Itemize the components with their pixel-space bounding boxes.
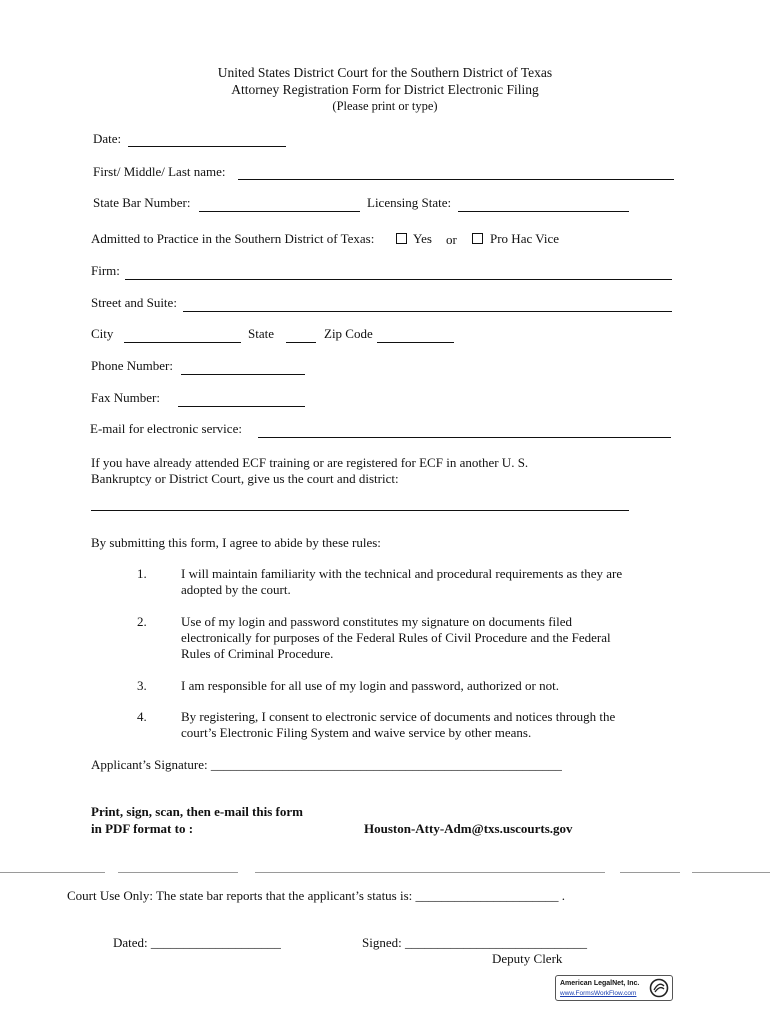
city-field[interactable] — [124, 342, 241, 343]
email-label: E-mail for electronic service: — [90, 421, 242, 436]
firm-field[interactable] — [125, 279, 672, 280]
rule-number: 2. — [137, 614, 147, 629]
street-label: Street and Suite: — [91, 295, 177, 310]
separator-line — [692, 872, 770, 873]
state-label: State — [248, 326, 274, 341]
phone-field[interactable] — [181, 374, 305, 375]
header-line-2: Attorney Registration Form for District Electronic Filing — [231, 82, 539, 97]
date-label: Date: — [93, 131, 122, 146]
separator-line — [620, 872, 680, 873]
applicant-signature-field[interactable]: Applicant’s Signature: ______________________________________________________ — [91, 757, 562, 772]
fax-field[interactable] — [178, 406, 305, 407]
court-use-status: Court Use Only: The state bar reports that the applicant’s status is: ______________________ . — [67, 888, 566, 903]
legalnet-url[interactable]: www.FormsWorkFlow.com — [560, 990, 637, 997]
rule-text: I am responsible for all use of my login and password, authorized or not. — [181, 678, 559, 693]
licensing-state-label: Licensing State: — [367, 195, 452, 210]
dated-field[interactable]: Dated: ____________________ — [113, 935, 281, 950]
pro-hac-vice-checkbox[interactable] — [472, 233, 483, 244]
signed-field[interactable]: Signed: ____________________________ — [362, 935, 587, 950]
header-line-1: United States District Court for the Southern District of Texas — [217, 65, 553, 80]
name-label: First/ Middle/ Last name: — [93, 164, 226, 179]
bar-number-field[interactable] — [199, 211, 360, 212]
or-label: or — [446, 232, 457, 247]
legalnet-company: American LegalNet, Inc. — [560, 980, 640, 987]
yes-label: Yes — [413, 231, 432, 246]
legalnet-logo-icon — [649, 978, 669, 998]
pro-hac-vice-label: Pro Hac Vice — [490, 231, 560, 246]
name-field[interactable] — [238, 179, 674, 180]
rules-intro: By submitting this form, I agree to abide by these rules: — [91, 535, 381, 550]
zip-label: Zip Code — [324, 326, 373, 341]
submit-instructions-line-2: in PDF format to : — [91, 821, 194, 836]
admitted-label: Admitted to Practice in the Southern District of Texas: — [91, 231, 375, 246]
rule-text: Use of my login and password constitutes my signature on documents filed electronically for purposes of the Federal Rules of Civil Procedure and the Federal Rules of Criminal Procedure. — [181, 614, 611, 661]
separator-line — [255, 872, 605, 873]
fax-label: Fax Number: — [91, 390, 160, 405]
date-field[interactable] — [128, 146, 286, 147]
rule-number: 1. — [137, 566, 147, 581]
bar-number-label: State Bar Number: — [93, 195, 191, 210]
separator-line — [0, 872, 105, 873]
rule-number: 4. — [137, 709, 147, 724]
header-line-3: (Please print or type) — [332, 99, 438, 113]
email-field[interactable] — [258, 437, 671, 438]
city-label: City — [91, 326, 114, 341]
deputy-clerk-label: Deputy Clerk — [492, 951, 563, 966]
submit-instructions-line-1: Print, sign, scan, then e-mail this form — [91, 804, 303, 819]
separator-line — [118, 872, 238, 873]
yes-checkbox[interactable] — [396, 233, 407, 244]
rule-number: 3. — [137, 678, 147, 693]
street-field[interactable] — [183, 311, 672, 312]
rule-text: I will maintain familiarity with the technical and procedural requirements as they are adopted by the court. — [181, 566, 623, 597]
ecf-line-2: Bankruptcy or District Court, give us the court and district: — [91, 471, 399, 486]
firm-label: Firm: — [91, 263, 120, 278]
phone-label: Phone Number: — [91, 358, 173, 373]
submit-email-link[interactable]: Houston-Atty-Adm@txs.uscourts.gov — [364, 821, 573, 836]
zip-field[interactable] — [377, 342, 454, 343]
state-field[interactable] — [286, 342, 316, 343]
ecf-court-field[interactable] — [91, 510, 629, 511]
legalnet-badge[interactable] — [555, 975, 673, 1001]
licensing-state-field[interactable] — [458, 211, 629, 212]
ecf-line-1: If you have already attended ECF training or are registered for ECF in another U. S. — [91, 455, 529, 470]
rule-text: By registering, I consent to electronic service of documents and notices through the court’s Electronic Filing System and waive service by other means. — [181, 709, 616, 740]
